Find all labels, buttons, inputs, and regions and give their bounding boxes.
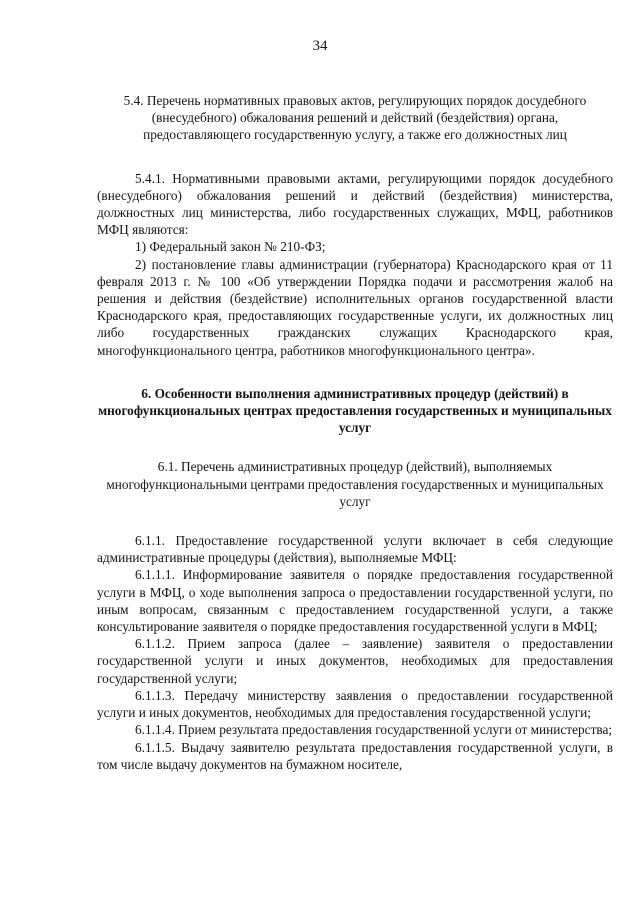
section-5-4-title: 5.4. Перечень нормативных правовых актов, регулирующих порядок досудебного (внесудебного) обжалования решений и действий (бездействия) органа, предоставляющего государственную услугу, а также его должностных лиц bbox=[123, 93, 587, 143]
paragraph-6-1-1-2: 6.1.1.2. Прием запроса (далее – заявление) заявителя о предоставлении государственной услуги и иных документов, необходимых для предоставления государственной услуги; bbox=[97, 636, 613, 686]
paragraph-6-1-1-1: 6.1.1.1. Информирование заявителя о порядке предоставления государственной услуги в МФЦ, о ходе выполнения запроса о предоставлении государственной услуги, по иным вопросам, связанным с предоставлением государственной услуги, а также консультирование заявителя о порядке предоставления государственной услуги в МФЦ; bbox=[97, 567, 613, 635]
list-item-governor-decree: 2) постановление главы администрации (губернатора) Краснодарского края от 11 февраля 2013 г. № 100 «Об утверждении Порядка подачи и рассмотрения жалоб на решения и действия (бездействие) исполнительных органов государственной власти Краснодарского края, предоставляющих государственные услуги, их должностных лиц либо государственных гражданских служащих Краснодарского края, многофункционального центра, работников многофункционального центра». bbox=[97, 256, 613, 358]
paragraph-6-1-1-4: 6.1.1.4. Прием результата предоставления государственной услуги от министерства; bbox=[135, 722, 613, 738]
page-number: 34 bbox=[312, 38, 328, 54]
section-6-1-title: 6.1. Перечень административных процедур (действий), выполняемых многофункциональными центрами предоставления государственных и муниципальных услуг bbox=[106, 459, 604, 509]
paragraph-6-1-1: 6.1.1. Предоставление государственной услуги включает в себя следующие административные процедуры (действия), выполняемые МФЦ: bbox=[97, 533, 613, 566]
section-6-title: 6. Особенности выполнения административных процедур (действий) в многофункциональных центрах предоставления государственных и муниципальных услуг bbox=[98, 385, 612, 436]
list-item-federal-law: 1) Федеральный закон № 210-ФЗ; bbox=[135, 239, 326, 255]
paragraph-6-1-1-3: 6.1.1.3. Передачу министерству заявления о предоставлении государственной услуги и иных документов, необходимых для предоставления государственной услуги; bbox=[97, 687, 613, 721]
paragraph-5-4-1: 5.4.1. Нормативными правовыми актами, регулирующими порядок досудебного (внесудебного) обжалования решений и действий (бездействия) министерства, должностных лиц министерства, либо государственных служащих, МФЦ, работников МФЦ являются: bbox=[97, 170, 613, 238]
page-content bbox=[97, 92, 613, 773]
paragraph-6-1-1-5: 6.1.1.5. Выдачу заявителю результата предоставления государственной услуги, в том числе выдачу документов на бумажном носителе, bbox=[97, 739, 613, 772]
